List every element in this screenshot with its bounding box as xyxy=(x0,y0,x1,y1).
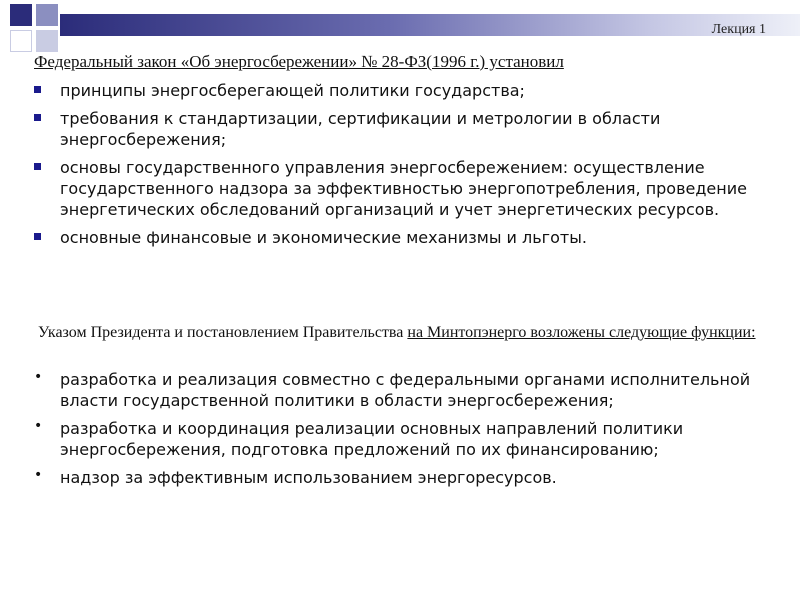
header-square-1 xyxy=(10,4,32,26)
header-square-3 xyxy=(10,30,32,52)
list-item: • разработка и координация реализации основных направлений политики энергосбережения, подготовка предложений по их финансированию; xyxy=(34,418,684,459)
lecture-label: Лекция 1 xyxy=(711,22,766,37)
decree-text-plain: Указом Президента и постановлением Правительства xyxy=(38,324,408,341)
header-square-4 xyxy=(36,30,58,52)
list-item: принципы энергосберегающей политики государства; xyxy=(34,80,774,101)
square-bullet-icon xyxy=(34,163,41,170)
dot-bullet-icon: • xyxy=(34,418,43,434)
decree-heading xyxy=(34,323,774,343)
list-item: • разработка и реализация совместно с федеральными органами исполнительной власти государственной политики в области энергосбережения; xyxy=(34,369,751,410)
law-title: Федеральный закон «Об энергосбережении» № 28-ФЗ(1996 г.) установил xyxy=(34,52,564,71)
dot-bullet-icon: • xyxy=(34,467,43,483)
square-bullet-icon xyxy=(34,114,41,121)
list-item: требования к стандартизации, сертификации и метрологии в области энергосбережения; xyxy=(34,108,774,150)
dot-bullet-icon: • xyxy=(34,369,43,385)
law-list xyxy=(34,80,774,255)
decree-list xyxy=(34,369,774,495)
list-item: основные финансовые и экономические механизмы и льготы. xyxy=(34,227,774,248)
list-item: • надзор за эффективным использованием энергоресурсов. xyxy=(34,467,557,487)
decree-text-underlined: на Минтопэнерго возложены следующие функции: xyxy=(407,324,756,341)
header-square-2 xyxy=(36,4,58,26)
header-gradient-bar xyxy=(60,14,800,36)
square-bullet-icon xyxy=(34,86,41,93)
list-item: основы государственного управления энергосбережением: осуществление государственного надзора за эффективностью энергопотребления, проведение энергетических обследований организаций и учет энергетических ресурсов. xyxy=(34,157,774,220)
square-bullet-icon xyxy=(34,233,41,240)
